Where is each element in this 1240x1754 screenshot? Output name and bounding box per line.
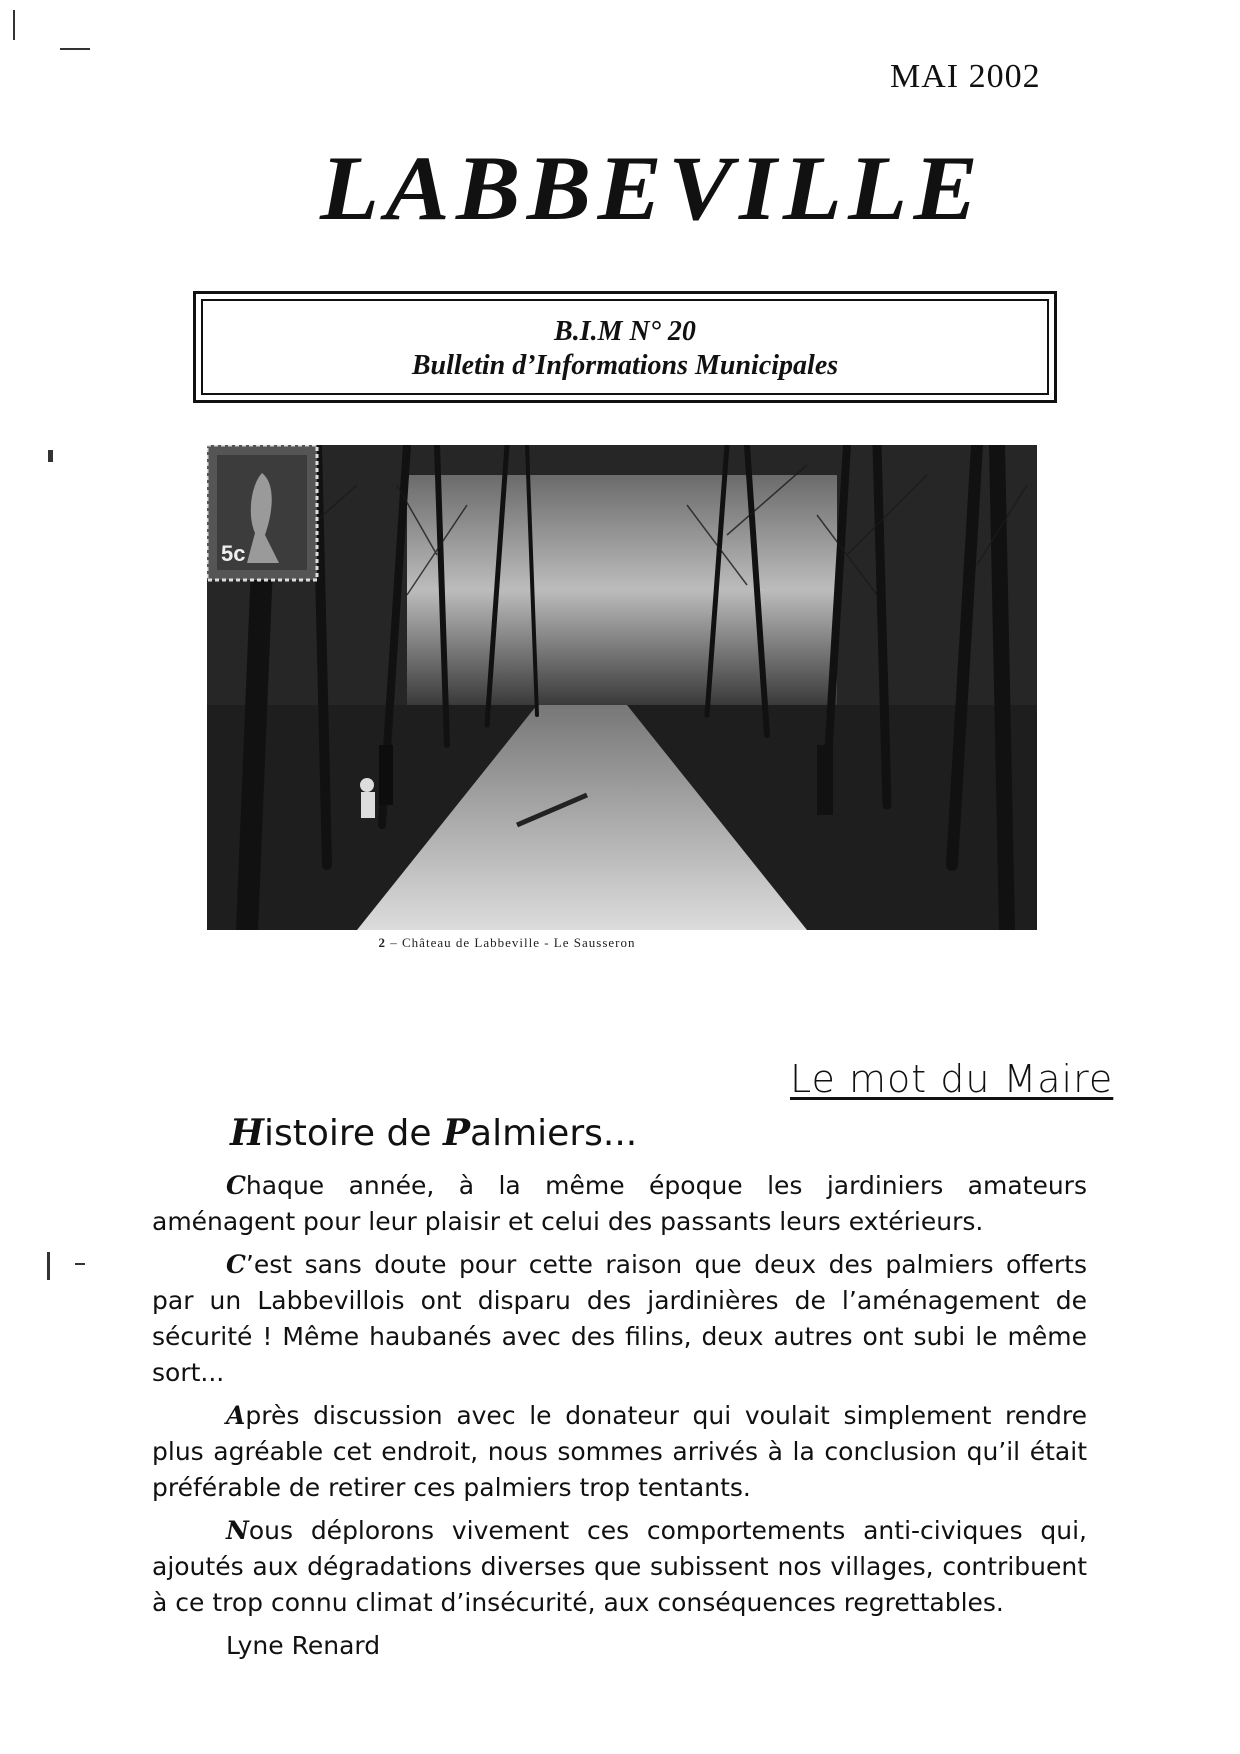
article-title bbox=[230, 1112, 637, 1154]
paragraph-initial: C bbox=[226, 1250, 246, 1279]
town-title: LABBEVILLE bbox=[320, 137, 985, 239]
paragraph bbox=[152, 1513, 1087, 1621]
author-signature: Lyne Renard bbox=[226, 1631, 381, 1660]
issue-date: MAI 2002 bbox=[890, 58, 1041, 95]
title-text-2: almiers... bbox=[470, 1113, 638, 1154]
paragraph bbox=[152, 1168, 1087, 1240]
scan-speck bbox=[60, 48, 90, 50]
article-body bbox=[152, 1168, 1087, 1664]
bulletin-name: Bulletin d’Informations Municipales bbox=[411, 350, 839, 381]
forest-stream-image bbox=[207, 445, 1037, 930]
caption-title: – Château de Labbeville - bbox=[390, 935, 550, 950]
paragraph-initial: C bbox=[226, 1171, 246, 1200]
paragraph-text: haque année, à la même époque les jardiniers amateurs aménagent pour leur plaisir et celui des passants leurs extérieurs. bbox=[152, 1171, 1087, 1236]
svg-text:5c: 5c bbox=[221, 541, 246, 566]
paragraph-text: ous déplorons vivement ces comportements anti-civiques qui, ajoutés aux dégradations diverses que subissent nos villages, contribuent à ce trop connu climat d’insécurité, aux conséquences regrettables. bbox=[152, 1516, 1087, 1617]
title-text: istoire de bbox=[264, 1113, 443, 1154]
photo-caption bbox=[207, 935, 807, 951]
paragraph-initial: N bbox=[226, 1516, 249, 1545]
paragraph-text: près discussion avec le donateur qui voulait simplement rendre plus agréable cet endroit, nous sommes arrivés à la conclusion qu’il était préférable de retirer ces palmiers trop tentants. bbox=[152, 1401, 1087, 1502]
scan-speck bbox=[75, 1263, 85, 1265]
paragraph bbox=[152, 1398, 1087, 1506]
title-initial-2: P bbox=[442, 1112, 471, 1154]
caption-number: 2 bbox=[378, 935, 387, 950]
postcard-photo bbox=[207, 445, 1037, 930]
scan-speck bbox=[48, 450, 53, 462]
scan-speck bbox=[13, 10, 15, 40]
scan-speck bbox=[47, 1252, 50, 1280]
caption-place: Le Sausseron bbox=[553, 935, 636, 950]
bulletin-number: B.I.M N° 20 bbox=[554, 316, 696, 347]
section-heading: Le mot du Maire bbox=[790, 1057, 1114, 1101]
title-initial: H bbox=[230, 1112, 265, 1154]
paragraph-text: ’est sans doute pour cette raison que deux des palmiers offerts par un Labbevillois ont disparu des jardinières de l’aménagement de sécurité ! Même haubanés avec des filins, deux autres ont subi le même sort... bbox=[152, 1250, 1087, 1387]
paragraph bbox=[152, 1247, 1087, 1391]
bulletin-header-box bbox=[193, 291, 1057, 403]
paragraph-initial: A bbox=[226, 1401, 246, 1430]
